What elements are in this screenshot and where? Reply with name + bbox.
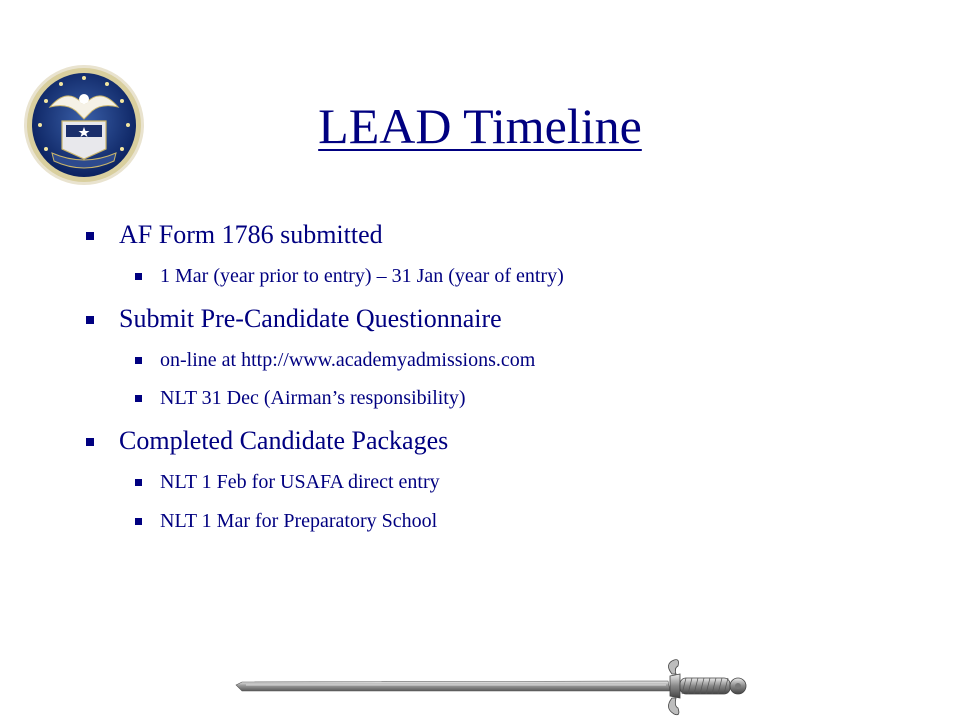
slide-title: LEAD Timeline [318, 98, 642, 154]
cadet-sword-icon [234, 654, 750, 720]
bullet-text: NLT 1 Mar for Preparatory School [160, 510, 438, 532]
bullet-text: AF Form 1786 submitted [119, 220, 383, 249]
square-bullet-icon [86, 316, 94, 324]
bullet-text: NLT 1 Feb for USAFA direct entry [160, 471, 440, 493]
square-bullet-icon [86, 232, 94, 240]
bullet-text: Submit Pre-Candidate Questionnaire [119, 304, 502, 333]
square-bullet-icon [135, 518, 142, 525]
square-bullet-icon [135, 273, 142, 280]
square-bullet-icon [135, 357, 142, 364]
square-bullet-icon [135, 479, 142, 486]
square-bullet-icon [135, 395, 142, 402]
bullet-text: NLT 31 Dec (Airman’s responsibility) [160, 387, 466, 409]
square-bullet-icon [86, 438, 94, 446]
bullet-text: Completed Candidate Packages [119, 426, 449, 455]
bullet-text: on-line at http://www.academyadmissions.com [160, 349, 536, 371]
bullet-text: 1 Mar (year prior to entry) – 31 Jan (year of entry) [160, 265, 564, 287]
